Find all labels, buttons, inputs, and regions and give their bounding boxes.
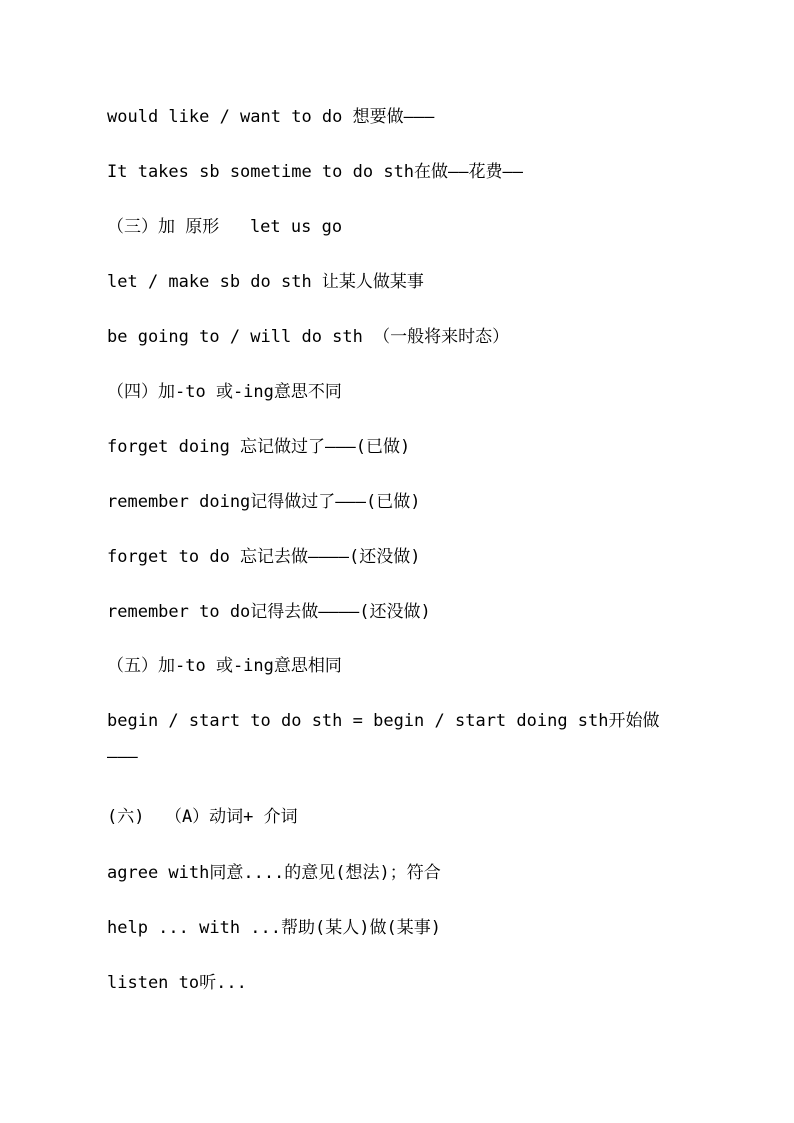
- text-line-remember-to-do: remember to do记得去做————(还没做): [107, 602, 431, 622]
- section-heading-five: （五）加-to 或-ing意思相同: [107, 656, 342, 676]
- text-line-be-going-to: be going to / will do sth （一般将来时态）: [107, 327, 510, 347]
- text-line-forget-doing: forget doing 忘记做过了———(已做): [107, 437, 411, 457]
- text-line-begin-start-cont: ———: [107, 747, 138, 767]
- text-line-begin-start: begin / start to do sth = begin / start doing sth开始做: [107, 711, 660, 731]
- text-line-would-like: would like / want to do 想要做———: [107, 107, 435, 127]
- section-heading-four: （四）加-to 或-ing意思不同: [107, 382, 342, 402]
- text-line-it-takes: It takes sb sometime to do sth在做——花费——: [107, 162, 523, 182]
- text-line-let-make: let / make sb do sth 让某人做某事: [107, 272, 424, 292]
- section-heading-six: (六) （A）动词+ 介词: [107, 807, 298, 827]
- text-line-help-with: help ... with ...帮助(某人)做(某事): [107, 918, 441, 938]
- section-heading-three: （三）加 原形 let us go: [107, 217, 343, 237]
- text-line-remember-doing: remember doing记得做过了———(已做): [107, 492, 421, 512]
- text-line-listen-to: listen to听...: [107, 973, 247, 993]
- text-line-agree-with: agree with同意....的意见(想法)；符合: [107, 863, 441, 883]
- text-line-forget-to-do: forget to do 忘记去做————(还没做): [107, 547, 421, 567]
